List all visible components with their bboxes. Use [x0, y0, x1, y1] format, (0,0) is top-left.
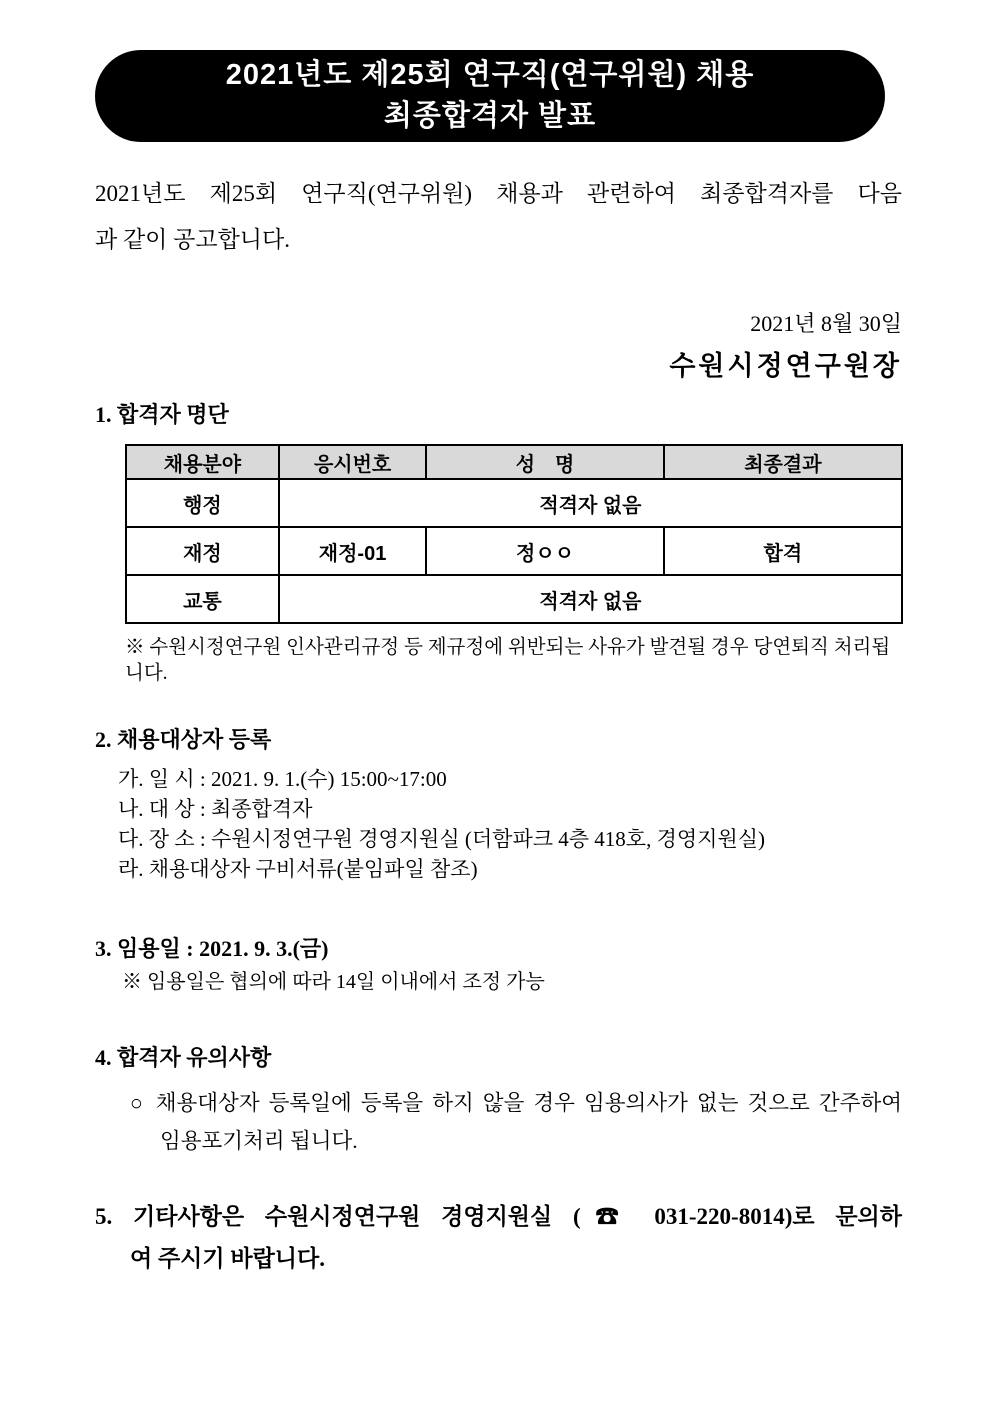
column-header-result: 최종결과 — [664, 445, 902, 479]
cell-merged-result: 적격자 없음 — [279, 575, 902, 623]
issue-date: 2021년 8월 30일 — [750, 311, 902, 336]
intro-line-1: 2021년도 제25회 연구직(연구위원) 채용과 관련하여 최종합격자를 다음 — [95, 181, 902, 206]
section-1-heading: 1. 합격자 명단 — [95, 402, 229, 427]
table-row-gyotong — [126, 575, 902, 623]
notice-line-1: ○ 채용대상자 등록일에 등록을 하지 않을 경우 임용의사가 없는 것으로 간주하여 — [130, 1091, 902, 1115]
table-row-haengjeong — [126, 479, 902, 527]
section-5-line-2: 여 주시기 바랍니다. — [130, 1246, 325, 1271]
list-item-target: 나. 대 상 : 최종합격자 — [118, 797, 313, 821]
table-footnote: ※ 수원시정연구원 인사관리규정 등 제규정에 위반되는 사유가 발견될 경우 당연퇴직 처리됩니다. — [125, 637, 891, 684]
section-5-line-1: 5. 기타사항은 수원시정연구원 경영지원실 (☎ 031-220-8014)로 문의하 — [95, 1204, 902, 1229]
section-3-heading: 3. 임용일 : 2021. 9. 3.(금) — [95, 936, 329, 961]
column-header-category: 채용분야 — [126, 445, 279, 479]
table-row-jaejeong — [126, 527, 902, 575]
cell-merged-result: 적격자 없음 — [279, 479, 902, 527]
cell-name: 정ㅇㅇ — [426, 527, 663, 575]
title-banner — [95, 50, 885, 142]
intro-line-2: 과 같이 공고합니다. — [95, 227, 290, 252]
section-2-list — [118, 764, 902, 884]
list-item-documents: 라. 채용대상자 구비서류(붙임파일 참조) — [118, 857, 478, 881]
section-4-heading: 4. 합격자 유의사항 — [95, 1045, 272, 1070]
column-header-number: 응시번호 — [279, 445, 426, 479]
section-2-heading: 2. 채용대상자 등록 — [95, 727, 272, 752]
cell-category: 재정 — [126, 527, 279, 575]
cell-number: 재정-01 — [279, 527, 426, 575]
pass-list-table — [125, 444, 903, 624]
section-3-note: ※ 임용일은 협의에 따라 14일 이내에서 조정 가능 — [122, 971, 545, 993]
cell-category: 행정 — [126, 479, 279, 527]
notice-line-2: 임용포기처리 됩니다. — [160, 1129, 358, 1153]
list-item-place: 다. 장 소 : 수원시정연구원 경영지원실 (더함파크 4층 418호, 경영지원실) — [118, 827, 766, 851]
cell-category: 교통 — [126, 575, 279, 623]
cell-result: 합격 — [664, 527, 902, 575]
list-item-date: 가. 일 시 : 2021. 9. 1.(수) 15:00~17:00 — [118, 767, 447, 791]
title-line-1: 2021년도 제25회 연구직(연구위원) 채용 — [225, 59, 755, 91]
title-line-2: 최종합격자 발표 — [383, 100, 597, 132]
issuer-signature: 수원시정연구원장 — [669, 351, 902, 381]
column-header-name: 성 명 — [426, 445, 663, 479]
table-header-row — [126, 445, 902, 479]
intro-paragraph — [95, 171, 902, 263]
